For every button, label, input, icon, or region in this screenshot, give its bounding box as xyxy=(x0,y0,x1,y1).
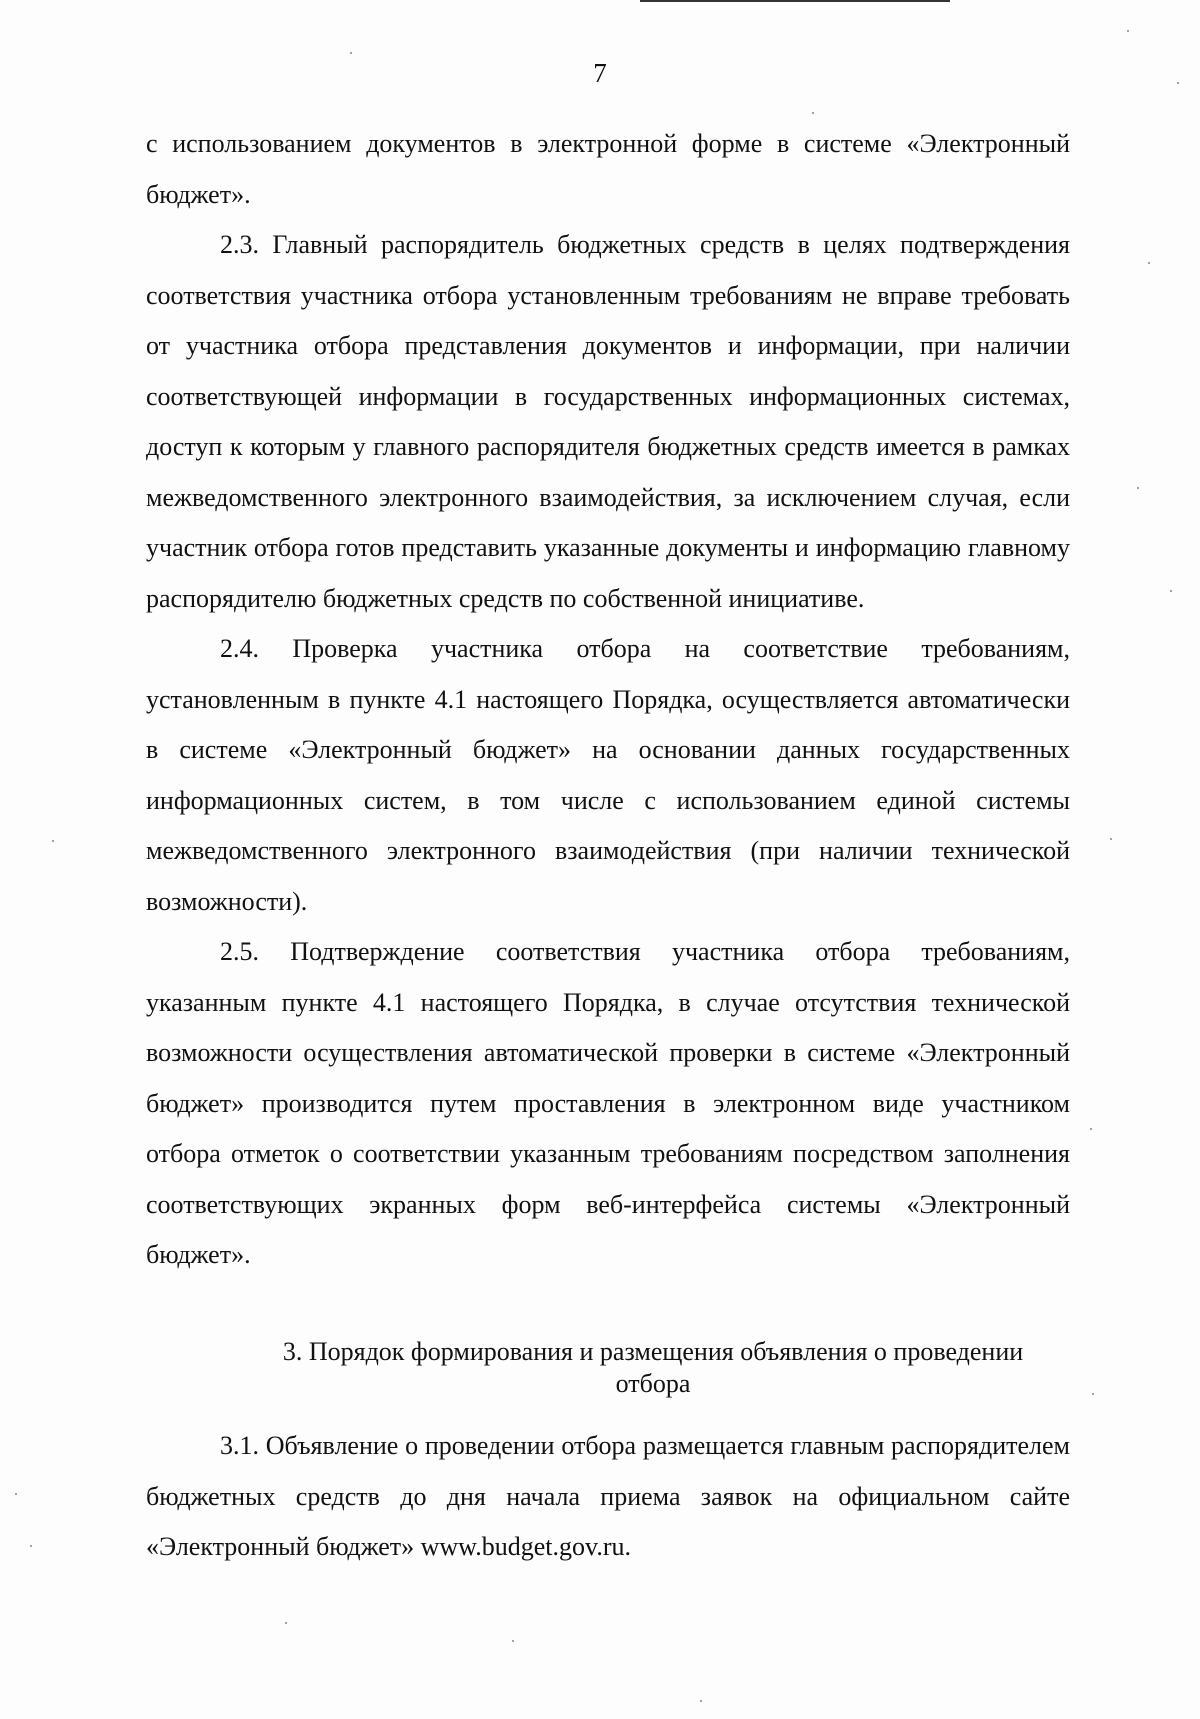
scan-speck xyxy=(1170,590,1172,592)
section-heading-line-2: отбора xyxy=(615,1369,691,1398)
paragraph-3-1: 3.1. Объявление о проведении отбора размещается главным распорядителем бюджетных средств до дня начала приема заявок на официальном сайте «Электронный бюджет» www.budget.gov.ru. xyxy=(146,1431,1070,1561)
document-body-section-3 xyxy=(146,1421,1070,1573)
scan-speck xyxy=(52,840,54,842)
scan-speck xyxy=(700,1700,702,1702)
document-body xyxy=(146,119,1070,1281)
scan-speck xyxy=(15,1493,17,1495)
top-edge-rule xyxy=(640,0,950,2)
scan-speck xyxy=(1110,838,1112,840)
scan-speck xyxy=(1092,1393,1094,1395)
scan-speck xyxy=(350,52,352,54)
scan-speck xyxy=(812,112,814,114)
scan-speck xyxy=(1148,262,1150,264)
scan-speck xyxy=(1127,30,1129,32)
scan-speck xyxy=(512,1640,514,1642)
scan-speck xyxy=(30,1545,32,1547)
paragraph-2-5: 2.5. Подтверждение соответствия участника отбора требованиям, указанным пункте 4.1 настоящего Порядка, в случае отсутствия технической возможности осуществления автоматической проверки в системе «Электронный бюджет» производится путем проставления в электронном виде участником отбора отметок о соответствии указанным требованиям посредством заполнения соответствующих экранных форм веб-интерфейса системы «Электронный бюджет». xyxy=(146,937,1070,1269)
scan-speck xyxy=(1177,82,1179,84)
page-number: 7 xyxy=(593,58,607,88)
scan-speck xyxy=(285,1622,287,1624)
paragraph-2-3: 2.3. Главный распорядитель бюджетных средств в целях подтверждения соответствия участника отбора установленным требованиям не вправе требовать от участника отбора представления документов и информации, при наличии соответствующей информации в государственных информационных системах, доступ к которым у главного распорядителя бюджетных средств имеется в рамках межведомственного электронного взаимодействия, за исключением случая, если участник отбора готов представить указанные документы и информацию главному распорядителю бюджетных средств по собственной инициативе. xyxy=(146,230,1070,613)
paragraph-2-4: 2.4. Проверка участника отбора на соответствие требованиям, установленным в пункте 4.1 настоящего Порядка, осуществляется автоматически в системе «Электронный бюджет» на основании данных государственных информационных систем, в том числе с использованием единой системы межведомственного электронного взаимодействия (при наличии технической возможности). xyxy=(146,634,1070,916)
scan-speck xyxy=(1090,1128,1092,1130)
section-heading-line-1: 3. Порядок формирования и размещения объявления о проведении xyxy=(282,1337,1024,1366)
section-heading xyxy=(146,1336,1070,1400)
scan-speck xyxy=(1137,487,1139,489)
paragraph-continuation: с использованием документов в электронной форме в системе «Электронный бюджет». xyxy=(146,129,1070,209)
